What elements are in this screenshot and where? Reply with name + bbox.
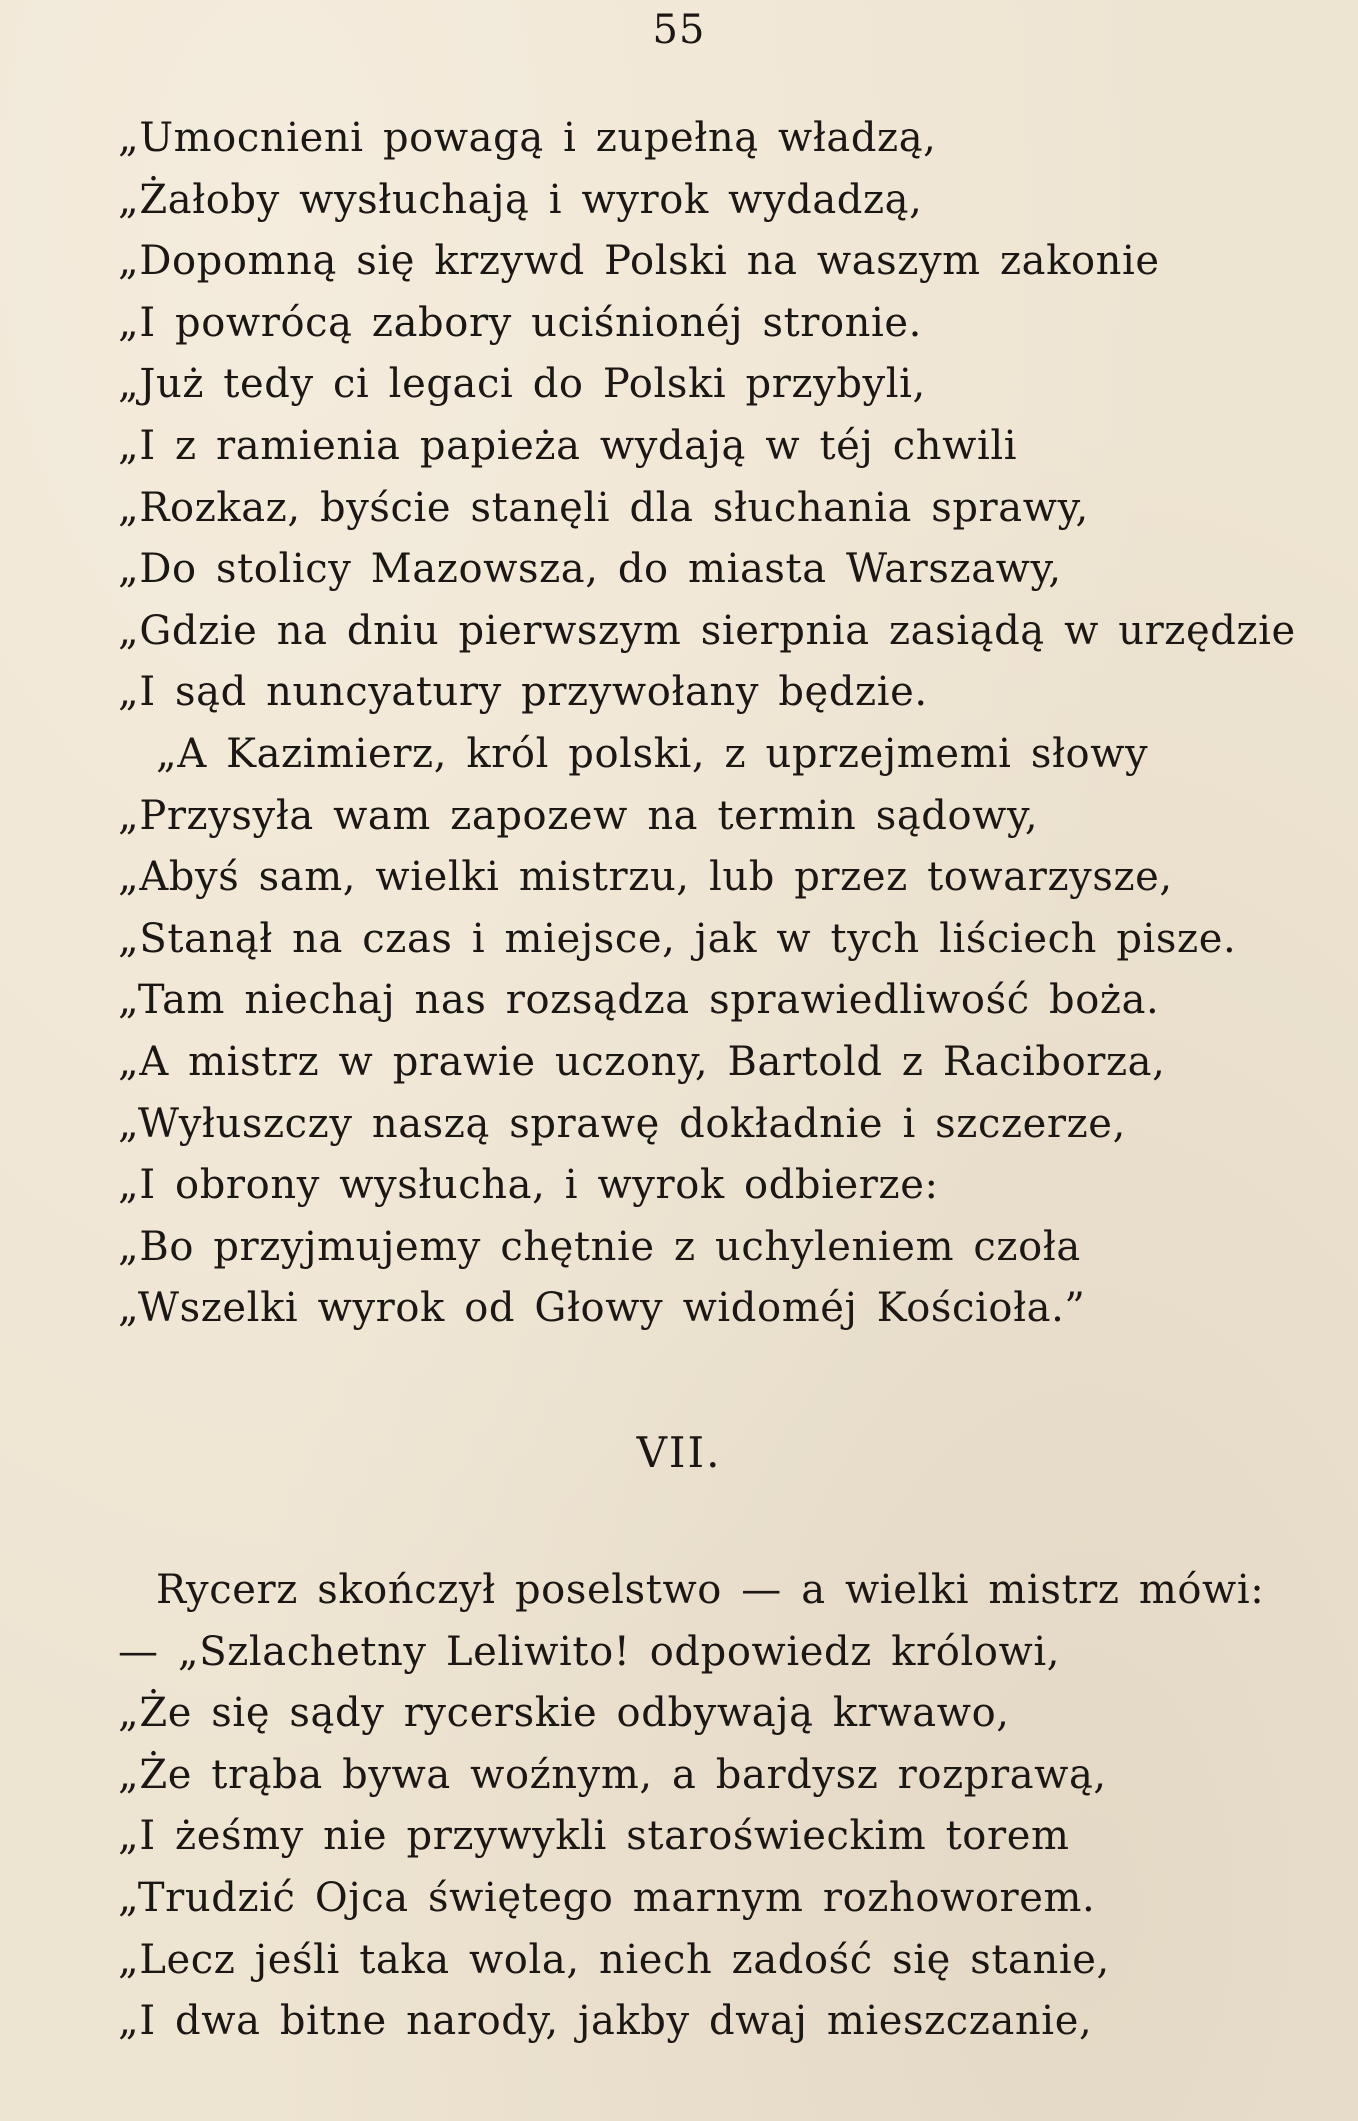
verse-line: „A Kazimierz, król polski, z uprzejmemi słowy (156, 730, 1149, 777)
verse-line: „Bo przyjmujemy chętnie z uchyleniem czoła (118, 1223, 1081, 1270)
section-heading: VII. (636, 1428, 722, 1477)
verse-line: „A mistrz w prawie uczony, Bartold z Raciborza, (118, 1038, 1166, 1085)
verse-line: „I sąd nuncyatury przywołany będzie. (118, 669, 928, 716)
verse-line: „Tam niechaj nas rozsądza sprawiedliwość boża. (118, 977, 1160, 1024)
verse-line: „Umocnieni powagą i zupełną władzą, (118, 115, 937, 161)
verse-line: „Wyłuszczy naszą sprawę dokładnie i szczerze, (118, 1100, 1126, 1147)
page-number: 55 (652, 7, 706, 53)
verse-line: „Gdzie na dniu pierwszym sierpnia zasiądą w urzędzie (118, 607, 1296, 654)
verse-line: „I żeśmy nie przywykli staroświeckim torem (118, 1813, 1070, 1860)
verse-line: „Lecz jeśli taka wola, niech zadość się stanie, (118, 1936, 1110, 1983)
verse-line: „I dwa bitne narody, jakby dwaj mieszczanie, (118, 1998, 1093, 2045)
verse-line: „Że się sądy rycerskie odbywają krwawo, (118, 1690, 1010, 1737)
verse-line: „I obrony wysłucha, i wyrok odbierze: (118, 1162, 939, 1209)
verse-stanza-2 (118, 1560, 1298, 2053)
verse-line: „Abyś sam, wielki mistrzu, lub przez towarzysze, (118, 854, 1173, 901)
verse-line: „Trudzić Ojca świętego marnym rozhoworem. (118, 1874, 1096, 1921)
verse-line: „Stanął na czas i miejsce, jak w tych liściech pisze. (118, 915, 1237, 962)
verse-stanza-1 (118, 108, 1298, 1340)
verse-line: „I powrócą zabory uciśnionéj stronie. (118, 299, 922, 346)
verse-line: Rycerz skończył poselstwo — a wielki mistrz mówi: (156, 1567, 1265, 1613)
verse-line: „Już tedy ci legaci do Polski przybyli, (118, 361, 926, 408)
verse-line: „Żałoby wysłuchają i wyrok wydadzą, (118, 176, 923, 223)
verse-line: „Do stolicy Mazowsza, do miasta Warszawy, (118, 546, 1062, 593)
verse-line: „Dopomną się krzywd Polski na waszym zakonie (118, 238, 1160, 285)
verse-line: „Wszelki wyrok od Głowy widoméj Kościoła.” (118, 1285, 1086, 1332)
verse-line: „I z ramienia papieża wydają w téj chwili (118, 422, 1018, 469)
verse-line: — „Szlachetny Leliwito! odpowiedz królowi, (118, 1628, 1061, 1675)
verse-line: „Rozkaz, byście stanęli dla słuchania sprawy, (118, 484, 1089, 531)
verse-line: „Że trąba bywa woźnym, a bardysz rozprawą, (118, 1751, 1107, 1798)
verse-line: „Przysyła wam zapozew na termin sądowy, (118, 792, 1039, 839)
